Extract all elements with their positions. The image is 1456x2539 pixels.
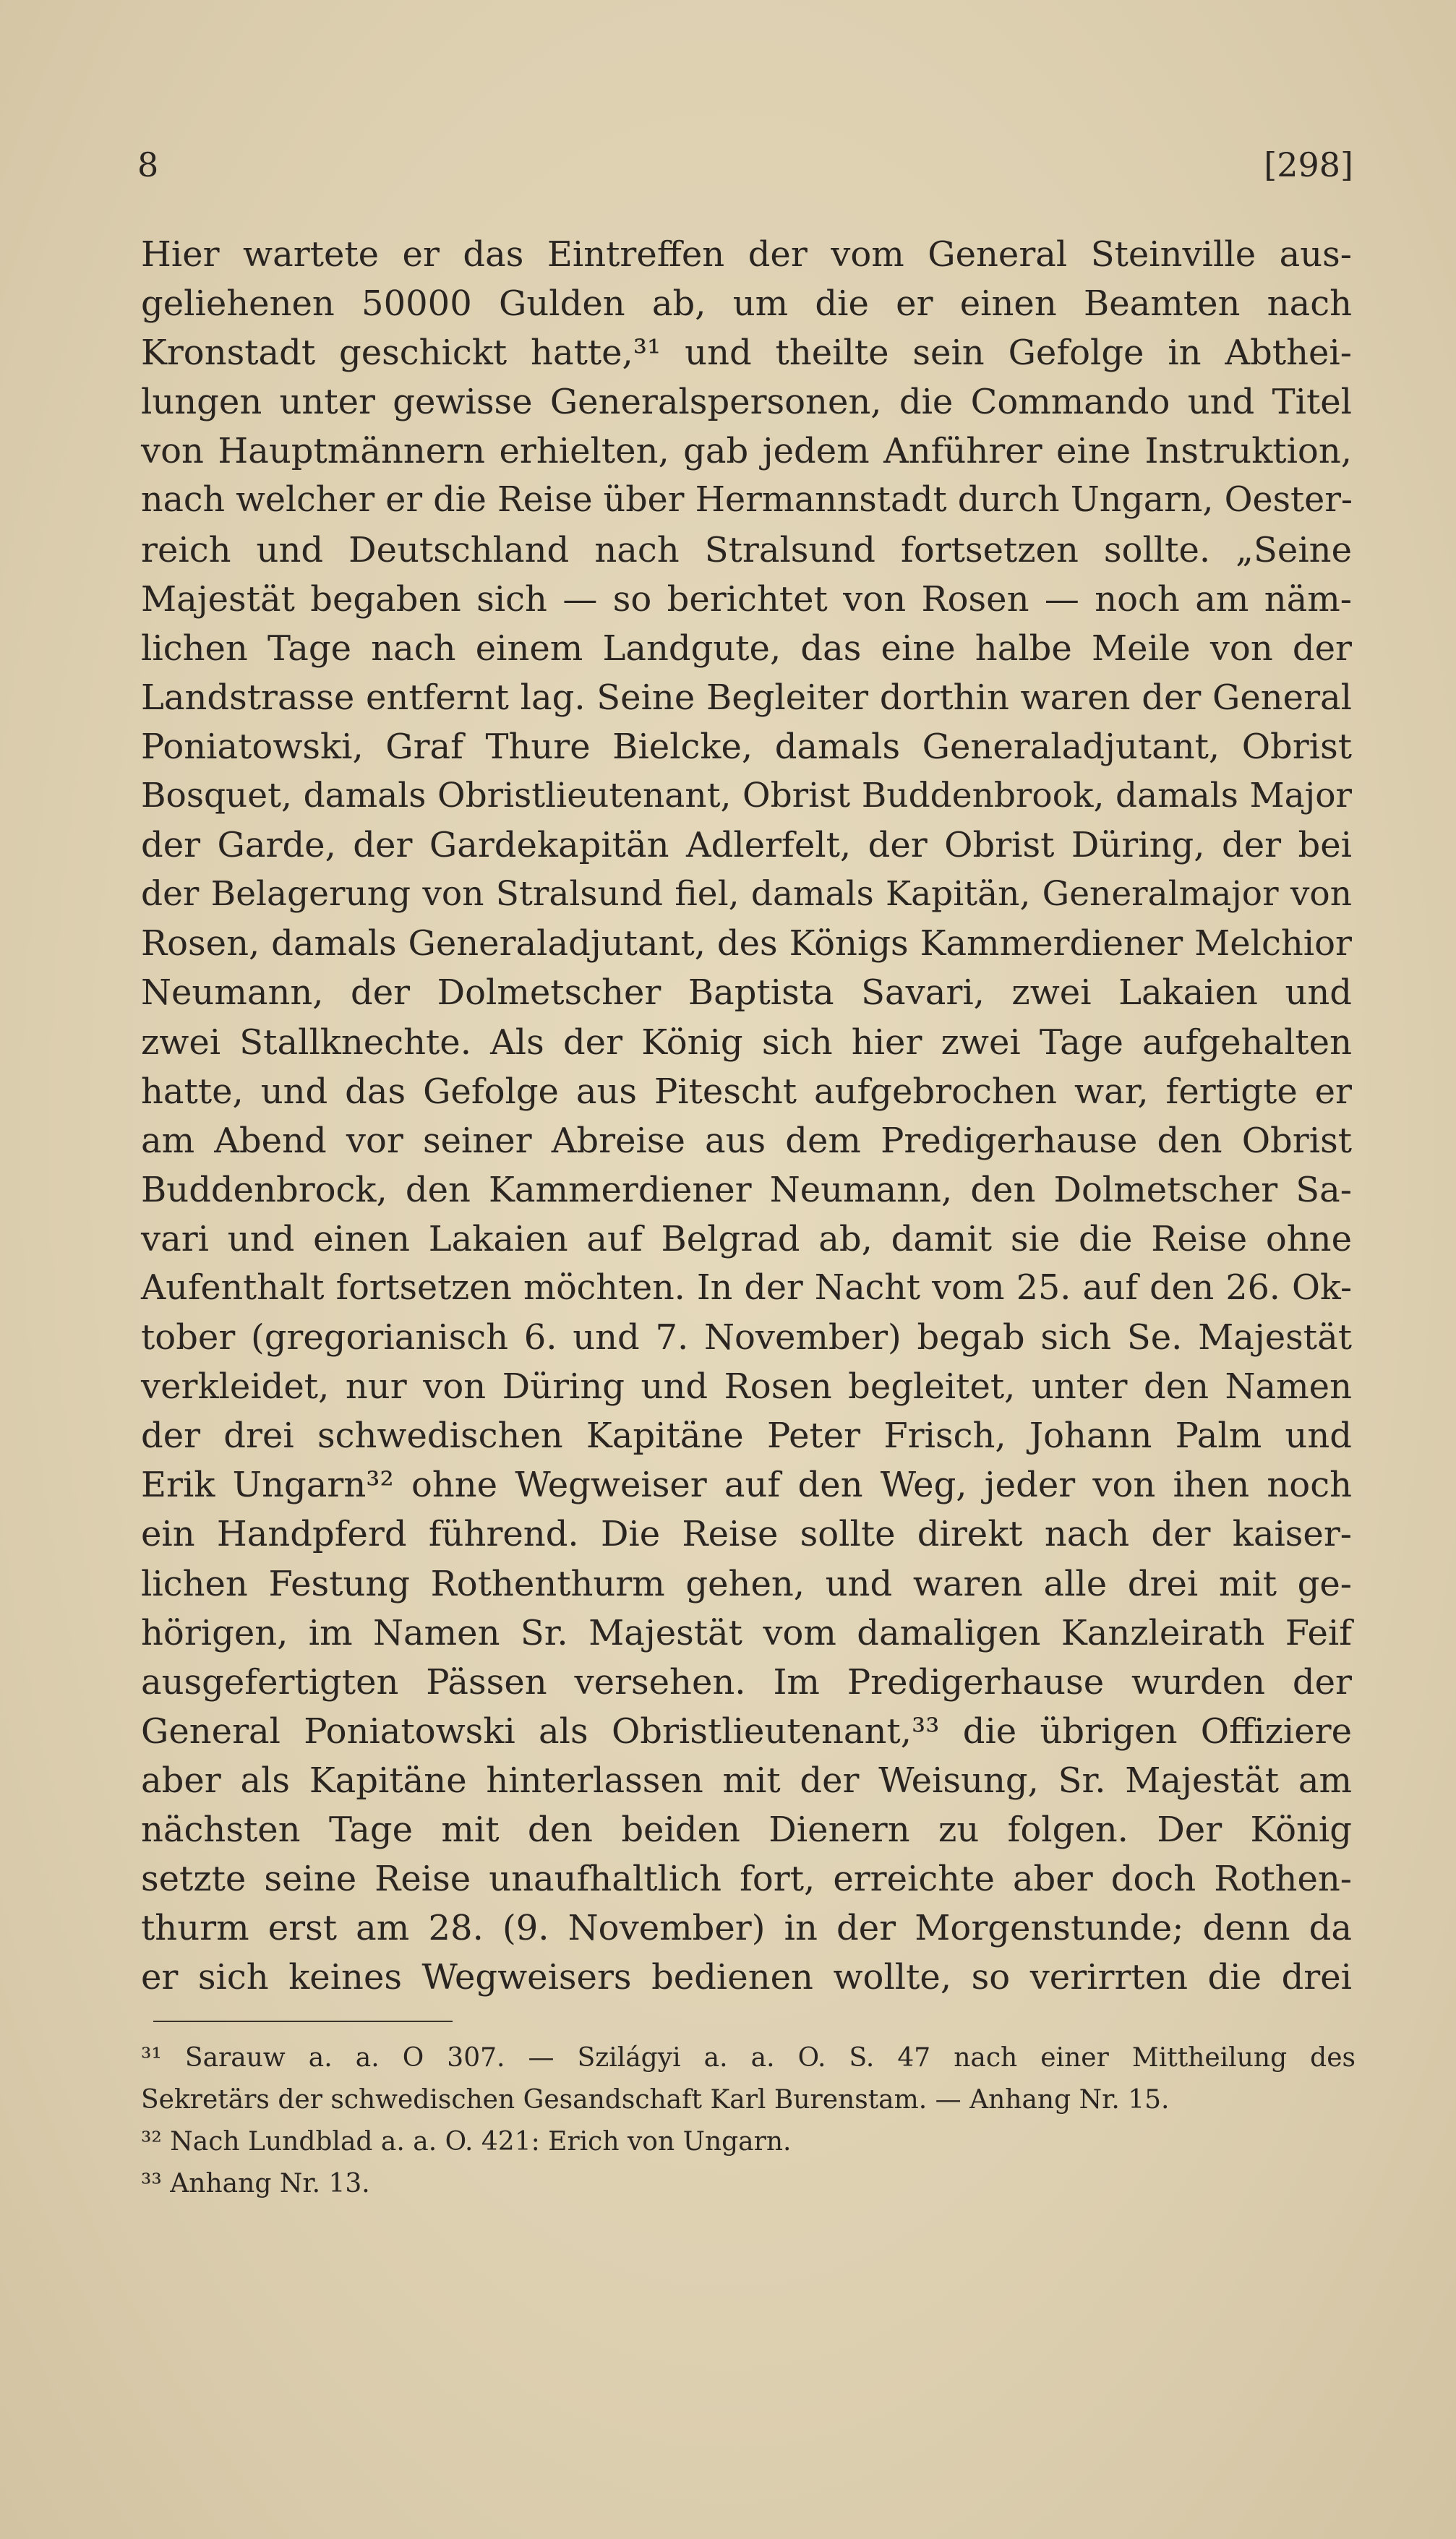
text-line: ein Handpferd führend. Die Reise sollte direkt nach der kaiser- <box>141 1514 1352 1555</box>
text-line: Landstrasse entfernt lag. Seine Begleiter dorthin waren der General <box>141 677 1352 718</box>
text-line: nächsten Tage mit den beiden Dienern zu folgen. Der König <box>141 1810 1352 1850</box>
text-line: hatte, und das Gefolge aus Pitescht aufgebrochen war, fertigte er <box>141 1071 1352 1112</box>
text-line: thurm erst am 28. (9. November) in der Morgenstunde; denn da <box>141 1908 1352 1949</box>
text-line: er sich keines Wegweisers bedienen wollte, so verirrten die drei <box>141 1957 1352 1998</box>
text-line: tober (gregorianisch 6. und 7. November) begab sich Se. Majestät <box>141 1317 1352 1358</box>
text-line: von Hauptmännern erhielten, gab jedem Anführer eine Instruktion, <box>141 431 1352 472</box>
text-line: hörigen, im Namen Sr. Majestät vom damaligen Kanzleirath Feif <box>141 1612 1352 1653</box>
footnote-31-continued: Sekretärs der schwedischen Gesandschaft Karl Burenstam. — Anhang Nr. 15. <box>141 2085 1170 2115</box>
text-line: reich und Deutschland nach Stralsund fortsetzen sollte. „Seine <box>141 529 1352 570</box>
text-line: Hier wartete er das Eintreffen der vom General Steinville aus- <box>141 234 1352 275</box>
text-line: lichen Festung Rothenthurm gehen, und waren alle drei mit ge- <box>141 1563 1352 1604</box>
text-line: setzte seine Reise unaufhaltlich fort, erreichte aber doch Rothen- <box>141 1859 1352 1900</box>
text-line: verkleidet, nur von Düring und Rosen begleitet, unter den Namen <box>141 1366 1352 1408</box>
text-line: Rosen, damals Generaladjutant, des Königs Kammerdiener Melchior <box>141 923 1352 964</box>
text-line: zwei Stallknechte. Als der König sich hier zwei Tage aufgehalten <box>141 1022 1352 1063</box>
text-line: Kronstadt geschickt hatte,³¹ und theilte sein Gefolge in Abthei- <box>141 333 1352 374</box>
text-line: vari und einen Lakaien auf Belgrad ab, damit sie die Reise ohne <box>141 1218 1352 1259</box>
text-line: Buddenbrock, den Kammerdiener Neumann, den Dolmetscher Sa- <box>141 1169 1352 1210</box>
footnotes <box>141 2037 1356 2205</box>
body-text <box>141 230 1352 2002</box>
text-line: Majestät begaben sich — so berichtet von Rosen — noch am näm- <box>141 578 1352 620</box>
page-reference: [298] <box>1264 145 1353 184</box>
text-line: geliehenen 50000 Gulden ab, um die er einen Beamten nach <box>141 283 1352 325</box>
footnote-32: ³² Nach Lundblad a. a. O. 421: Erich von Ungarn. <box>141 2127 792 2157</box>
page-number: 8 <box>137 145 159 184</box>
text-line: der Garde, der Gardekapitän Adlerfelt, der Obrist Düring, der bei <box>141 825 1352 866</box>
text-line: lichen Tage nach einem Landgute, das eine halbe Meile von der <box>141 628 1352 669</box>
text-line: lungen unter gewisse Generalspersonen, die Commando und Titel <box>141 382 1352 423</box>
footnote-31: ³¹ Sarauw a. a. O 307. — Szilágyi a. a. O. S. 47 nach einer Mittheilung des <box>141 2043 1356 2073</box>
text-line: Erik Ungarn³² ohne Wegweiser auf den Weg, jeder von ihen noch <box>141 1465 1352 1506</box>
text-line: am Abend vor seiner Abreise aus dem Predigerhause den Obrist <box>141 1120 1352 1161</box>
text-line: Poniatowski, Graf Thure Bielcke, damals Generaladjutant, Obrist <box>141 726 1352 767</box>
text-line: ausgefertigten Pässen versehen. Im Predigerhause wurden der <box>141 1661 1352 1703</box>
text-line: der Belagerung von Stralsund fiel, damals Kapitän, Generalmajor von <box>141 874 1352 915</box>
text-line: Bosquet, damals Obristlieutenant, Obrist Buddenbrook, damals Major <box>141 776 1352 816</box>
text-line: Aufenthalt fortsetzen möchten. In der Nacht vom 25. auf den 26. Ok- <box>141 1267 1352 1308</box>
footnote-divider <box>153 2021 453 2022</box>
text-line: Neumann, der Dolmetscher Baptista Savari, zwei Lakaien und <box>141 972 1352 1014</box>
text-line: nach welcher er die Reise über Hermannstadt durch Ungarn, Oester- <box>141 480 1353 521</box>
text-line: der drei schwedischen Kapitäne Peter Frisch, Johann Palm und <box>141 1416 1352 1457</box>
footnote-33: ³³ Anhang Nr. 13. <box>141 2169 370 2198</box>
text-line: General Poniatowski als Obristlieutenant,³³ die übrigen Offiziere <box>141 1710 1352 1752</box>
text-line: aber als Kapitäne hinterlassen mit der Weisung, Sr. Majestät am <box>141 1760 1352 1801</box>
